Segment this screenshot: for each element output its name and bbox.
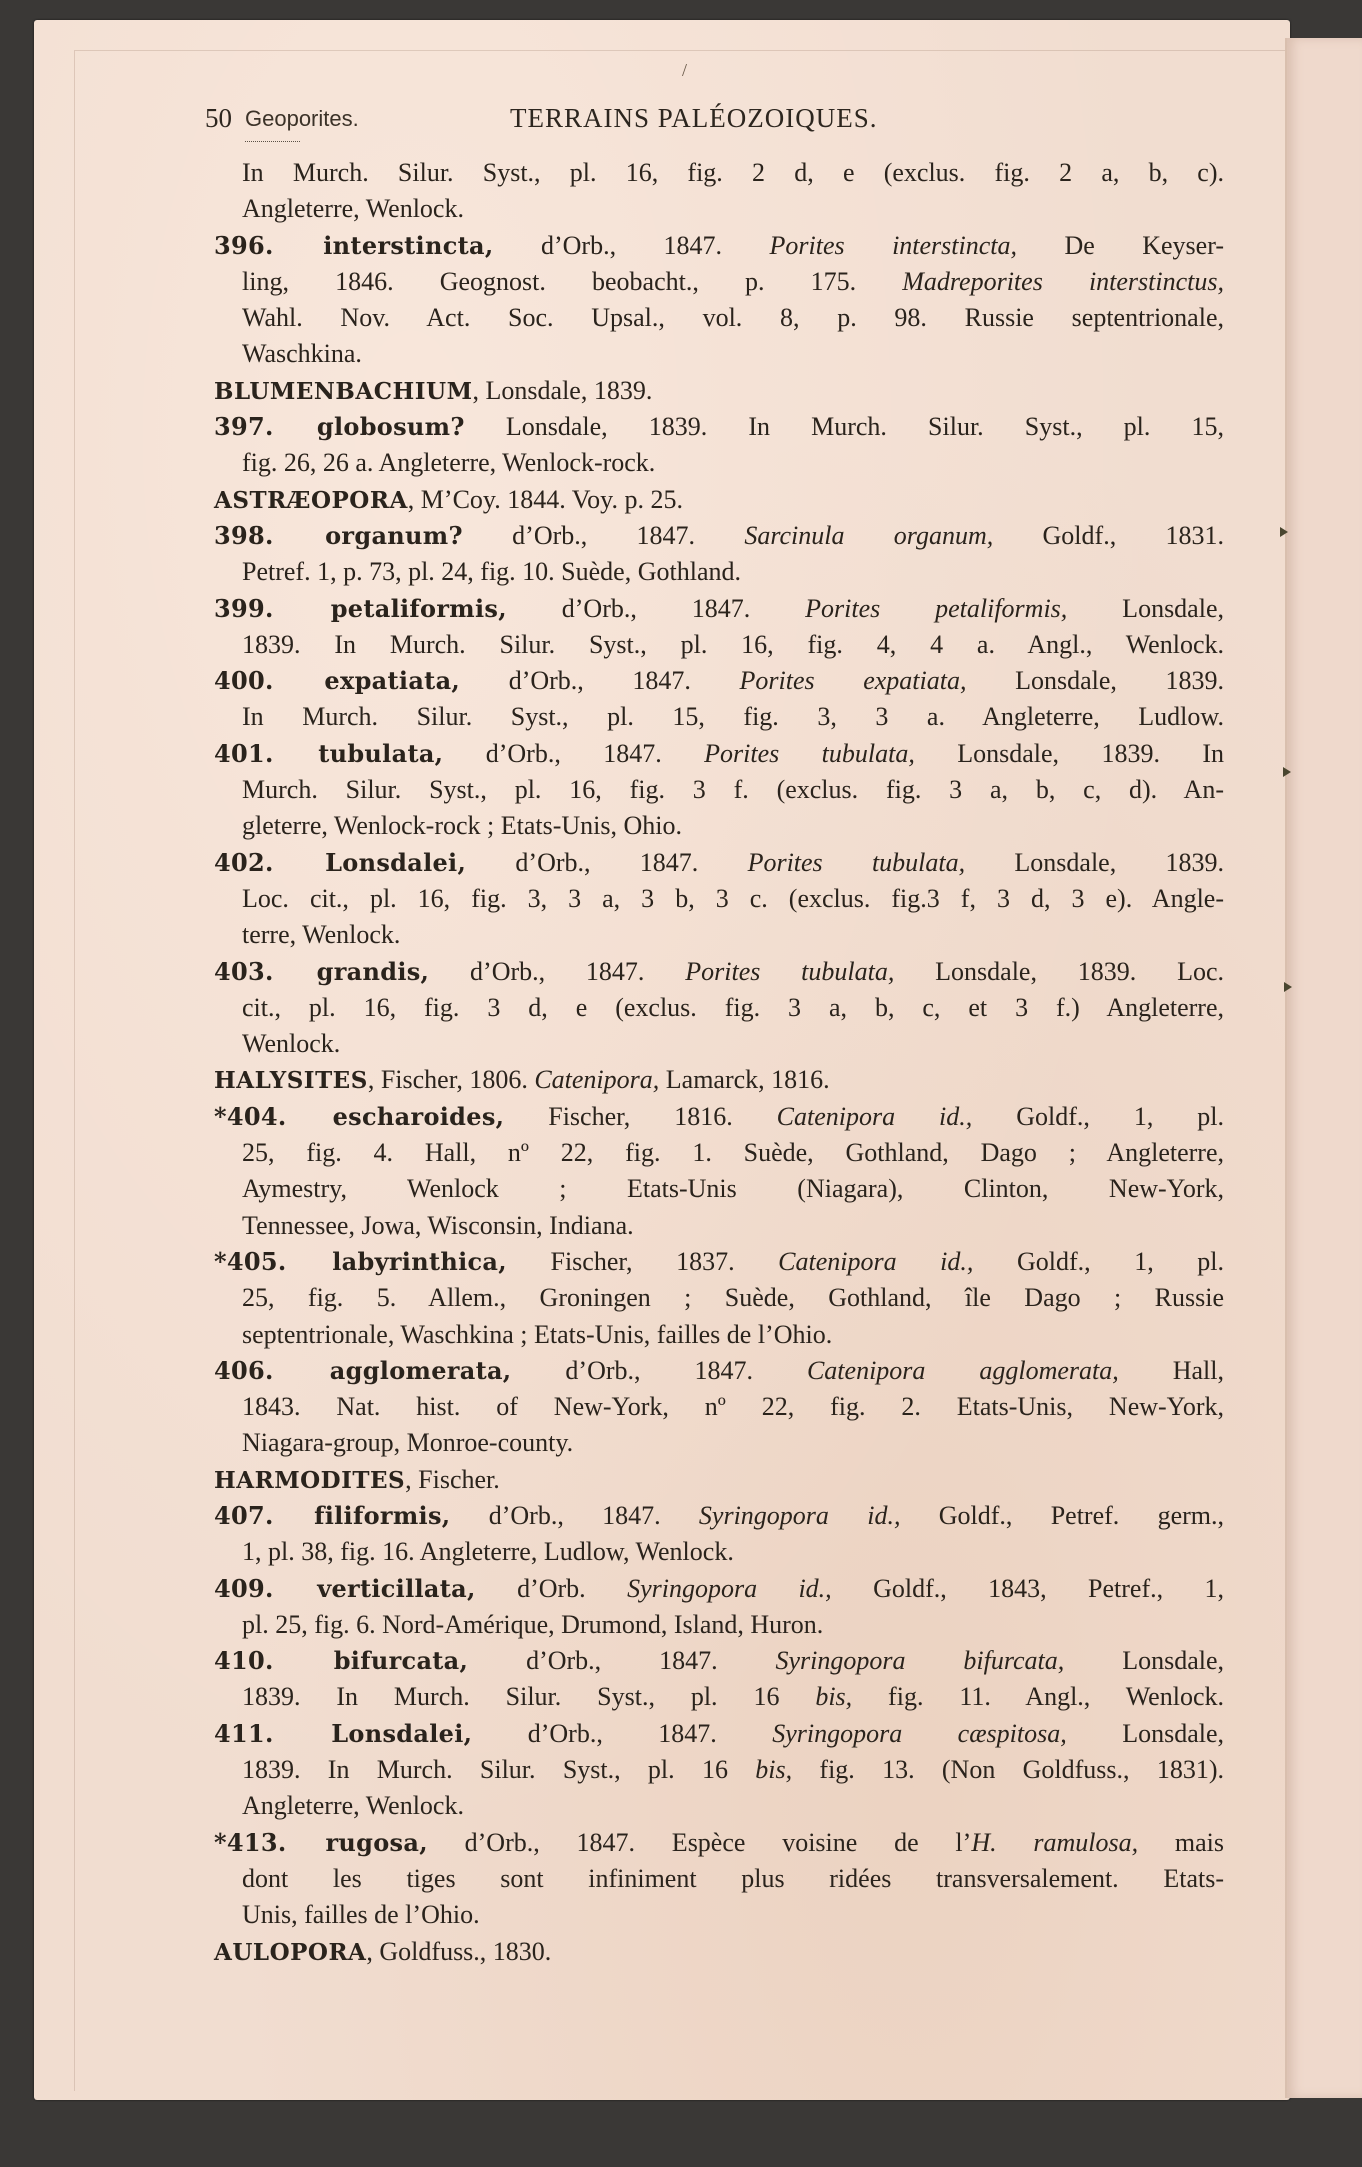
text-run: Lonsdale, 1839.	[965, 847, 1224, 877]
genus-name: AULOPORA	[214, 1938, 367, 1966]
section-underline	[245, 141, 300, 142]
text-run: d’Orb., 1847.	[506, 593, 806, 623]
entry-line	[214, 373, 1224, 409]
text-run: d’Orb.	[475, 1573, 628, 1603]
text-run: Hall,	[1118, 1355, 1224, 1385]
facing-page-edge	[1285, 38, 1362, 2098]
species-name: 396. interstincta,	[214, 230, 494, 260]
species-name: 402. Lonsdalei,	[214, 847, 467, 877]
entry-line	[214, 482, 1224, 518]
text-run: , Lonsdale, 1839.	[472, 375, 653, 405]
text-run: terre, Wenlock.	[242, 920, 401, 950]
continuation-line	[214, 300, 1224, 336]
continuation-line	[214, 881, 1224, 917]
margin-mark	[1284, 982, 1292, 992]
text-run: d’Orb., 1847.	[462, 520, 745, 550]
text-run: Lamarck, 1816.	[659, 1065, 830, 1095]
text-run: mais	[1138, 1827, 1225, 1857]
text-run: Lonsdale,	[1066, 1718, 1224, 1748]
continuation-line	[214, 1425, 1224, 1461]
text-run: Fischer, 1816.	[504, 1101, 777, 1131]
entry-line	[214, 736, 1224, 772]
entry-line	[214, 1498, 1224, 1534]
continuation-line	[214, 155, 1224, 191]
entry-line	[214, 228, 1224, 264]
text-run: septentrionale, Waschkina ; Etats-Unis, failles de l’Ohio.	[242, 1319, 833, 1349]
synonym-italic: Syringopora id.,	[627, 1573, 832, 1603]
text-run: d’Orb., 1847.	[468, 1646, 776, 1676]
synonym-italic: Porites tubulata,	[747, 847, 966, 877]
entry-line	[214, 591, 1224, 627]
entry-line	[214, 663, 1224, 699]
text-run: d’Orb., 1847.	[429, 956, 686, 986]
species-name: 400. expatiata,	[214, 666, 461, 696]
text-run: fig. 13. (Non Goldfuss., 1831).	[792, 1755, 1224, 1785]
species-name: 407. filiformis,	[214, 1500, 451, 1530]
synonym-italic: Porites interstincta,	[769, 230, 1017, 260]
species-name: *404. escharoides,	[214, 1101, 505, 1131]
continuation-line	[214, 1752, 1224, 1788]
text-run: 25, fig. 4. Hall, nº 22, fig. 1. Suède, Gothland, Dago ; Angleterre,	[242, 1138, 1224, 1168]
text-run: Goldf., 1843, Petref., 1,	[831, 1573, 1224, 1603]
continuation-line	[214, 554, 1224, 590]
text-run: Lonsdale,	[1064, 1646, 1224, 1676]
text-run: , Goldfuss., 1830.	[366, 1936, 552, 1966]
continuation-line	[214, 445, 1224, 481]
margin-mark	[1280, 527, 1288, 537]
entry-line	[214, 1825, 1224, 1861]
continuation-line	[214, 772, 1224, 808]
species-name: *413. rugosa,	[214, 1827, 428, 1857]
text-run: ling, 1846. Geognost. beobacht., p. 175.	[242, 266, 903, 296]
text-run: De Keyser-	[1017, 230, 1225, 260]
continuation-line	[214, 917, 1224, 953]
synonym-italic: Catenipora,	[534, 1065, 660, 1095]
synonym-italic: Syringopora cæspitosa,	[772, 1718, 1067, 1748]
synonym-italic: Porites tubulata,	[685, 956, 895, 986]
catalogue-text	[214, 155, 1224, 1970]
text-run: gleterre, Wenlock-rock ; Etats-Unis, Ohio.	[242, 811, 683, 841]
text-run: In Murch. Silur. Syst., pl. 16, fig. 2 d, e (exclus. fig. 2 a, b, c).	[242, 158, 1224, 187]
text-run: dont les tiges sont infiniment plus ridées transversalement. Etats-	[242, 1863, 1224, 1893]
entry-line	[214, 1716, 1224, 1752]
text-run: 1839. In Murch. Silur. Syst., pl. 16	[242, 1682, 816, 1712]
text-run: Wahl. Nov. Act. Soc. Upsal., vol. 8, p. 98. Russie septentrionale,	[242, 303, 1224, 333]
text-run: fig. 11. Angl., Wenlock.	[852, 1682, 1224, 1712]
entry-line	[214, 409, 1224, 445]
text-run: 25, fig. 5. Allem., Groningen ; Suède, Gothland, île Dago ; Russie	[242, 1283, 1224, 1313]
synonym-italic: Porites tubulata,	[704, 738, 915, 768]
entry-line	[214, 518, 1224, 554]
continuation-line	[214, 1788, 1224, 1824]
text-run: Loc. cit., pl. 16, fig. 3, 3 a, 3 b, 3 c. (exclus. fig.3 f, 3 d, 3 e). Angle-	[242, 883, 1224, 913]
text-run: Lonsdale, 1839. Loc.	[894, 956, 1225, 986]
text-run: Niagara-group, Monroe-county.	[242, 1428, 574, 1458]
text-run: Unis, failles de l’Ohio.	[242, 1900, 480, 1930]
text-run: Goldf., 1, pl.	[972, 1101, 1225, 1131]
continuation-line	[214, 990, 1224, 1026]
synonym-italic: Madreporites interstinctus,	[902, 266, 1224, 296]
text-run: Aymestry, Wenlock ; Etats-Unis (Niagara), Clinton, New-York,	[242, 1174, 1224, 1204]
entry-line	[214, 1643, 1224, 1679]
species-name: 401. tubulata,	[214, 738, 444, 768]
entry-line	[214, 1353, 1224, 1389]
text-run: , Fischer, 1806.	[367, 1065, 535, 1095]
continuation-line	[214, 1171, 1224, 1207]
text-run: In Murch. Silur. Syst., pl. 15, fig. 3, 3 a. Angleterre, Ludlow.	[242, 702, 1224, 732]
continuation-line	[214, 1534, 1224, 1570]
text-run: Angleterre, Wenlock.	[242, 194, 464, 224]
synonym-italic: Catenipora id.,	[778, 1246, 974, 1276]
section-label: Geoporites.	[245, 106, 359, 131]
synonym-italic: Catenipora agglomerata,	[806, 1355, 1119, 1385]
entry-line	[214, 1099, 1224, 1135]
text-run: Petref. 1, p. 73, pl. 24, fig. 10. Suède, Gothland.	[242, 557, 741, 587]
synonym-italic: Porites expatiata,	[739, 666, 967, 696]
stray-mark: /	[682, 60, 688, 80]
continuation-line	[214, 808, 1224, 844]
text-run: Fischer, 1837.	[506, 1246, 779, 1276]
text-run: Goldf., 1, pl.	[973, 1246, 1225, 1276]
entry-line	[214, 1571, 1224, 1607]
text-run: Waschkina.	[242, 339, 362, 369]
continuation-line	[214, 1280, 1224, 1316]
species-name: 403. grandis,	[214, 956, 430, 986]
entry-line	[214, 845, 1224, 881]
continuation-line	[214, 1607, 1224, 1643]
entry-line	[214, 954, 1224, 990]
species-name: 411. Lonsdalei,	[214, 1718, 473, 1748]
text-run: fig. 26, 26 a. Angleterre, Wenlock-rock.	[242, 448, 656, 478]
continuation-line	[214, 1679, 1224, 1715]
text-run: Goldf., Petref. germ.,	[900, 1500, 1224, 1530]
entry-line	[214, 1244, 1224, 1280]
species-name: 406. agglomerata,	[214, 1355, 512, 1385]
continuation-line	[214, 1208, 1224, 1244]
genus-name: HARMODITES	[214, 1466, 406, 1494]
text-run: d’Orb., 1847.	[460, 666, 740, 696]
text-run: d’Orb., 1847.	[466, 847, 748, 877]
text-run: , M’Coy. 1844. Voy. p. 25.	[407, 484, 683, 514]
text-run: Murch. Silur. Syst., pl. 16, fig. 3 f. (exclus. fig. 3 a, b, c, d). An-	[242, 775, 1224, 805]
text-run: 1839. In Murch. Silur. Syst., pl. 16	[242, 1755, 756, 1785]
synonym-italic: Syringopora bifurcata,	[775, 1646, 1065, 1676]
continuation-line	[214, 1897, 1224, 1933]
continuation-line	[214, 264, 1224, 300]
running-head	[205, 103, 1225, 143]
continuation-line	[214, 699, 1224, 735]
text-run: Lonsdale, 1839.	[966, 666, 1224, 696]
species-name: 409. verticillata,	[214, 1573, 476, 1603]
text-run: 1843. Nat. hist. of New-York, nº 22, fig. 2. Etats-Unis, New-York,	[242, 1392, 1224, 1422]
page-number: 50	[205, 103, 232, 133]
text-run: Lonsdale, 1839. In Murch. Silur. Syst., pl. 15,	[464, 412, 1225, 442]
synonym-italic: bis,	[815, 1682, 853, 1712]
genus-name: HALYSITES	[214, 1067, 368, 1095]
entry-line	[214, 1062, 1224, 1098]
species-name: 399. petaliformis,	[214, 593, 507, 623]
species-name: 398. organum?	[214, 520, 463, 550]
synonym-italic: Porites petaliformis,	[805, 593, 1068, 623]
genus-name: BLUMENBACHIUM	[214, 377, 473, 405]
genus-name: ASTRÆOPORA	[214, 486, 408, 514]
text-run: , Fischer.	[405, 1464, 500, 1494]
species-name: 397. globosum?	[214, 412, 465, 442]
synonym-italic: bis,	[755, 1755, 793, 1785]
continuation-line	[214, 627, 1224, 663]
text-run: d’Orb., 1847.	[511, 1355, 807, 1385]
text-run: d’Orb., 1847.	[443, 738, 705, 768]
margin-mark	[1283, 767, 1291, 777]
synonym-italic: H. ramulosa,	[971, 1827, 1139, 1857]
text-run: d’Orb., 1847. Espèce voisine de l’	[427, 1827, 972, 1857]
continuation-line	[214, 1135, 1224, 1171]
synonym-italic: Syringopora id.,	[698, 1500, 901, 1530]
text-run: Goldf., 1831.	[993, 520, 1224, 550]
text-run: pl. 25, fig. 6. Nord-Amérique, Drumond, Island, Huron.	[242, 1609, 824, 1639]
text-run: d’Orb., 1847.	[450, 1500, 699, 1530]
entry-line	[214, 1462, 1224, 1498]
synonym-italic: Sarcinula organum,	[744, 520, 994, 550]
text-run: d’Orb., 1847.	[493, 230, 770, 260]
text-run: Lonsdale,	[1067, 593, 1224, 623]
entry-line	[214, 1934, 1224, 1970]
text-run: 1, pl. 38, fig. 16. Angleterre, Ludlow, Wenlock.	[242, 1537, 734, 1567]
continuation-line	[214, 1861, 1224, 1897]
species-name: 410. bifurcata,	[214, 1646, 469, 1676]
page-title: TERRAINS PALÉOZOIQUES.	[510, 103, 878, 133]
text-run: Tennessee, Jowa, Wisconsin, Indiana.	[242, 1210, 634, 1240]
text-run: Wenlock.	[242, 1029, 341, 1059]
text-run: Angleterre, Wenlock.	[242, 1791, 464, 1821]
text-run: cit., pl. 16, fig. 3 d, e (exclus. fig. 3 a, b, c, et 3 f.) Angleterre,	[242, 992, 1224, 1022]
species-name: *405. labyrinthica,	[214, 1246, 507, 1276]
continuation-line	[214, 336, 1224, 372]
text-run: Lonsdale, 1839. In	[914, 738, 1225, 768]
text-run: 1839. In Murch. Silur. Syst., pl. 16, fig. 4, 4 a. Angl., Wenlock.	[242, 629, 1224, 659]
continuation-line	[214, 1317, 1224, 1353]
text-run: d’Orb., 1847.	[472, 1718, 773, 1748]
continuation-line	[214, 1389, 1224, 1425]
synonym-italic: Catenipora id.,	[776, 1101, 973, 1131]
continuation-line	[214, 1026, 1224, 1062]
continuation-line	[214, 191, 1224, 227]
